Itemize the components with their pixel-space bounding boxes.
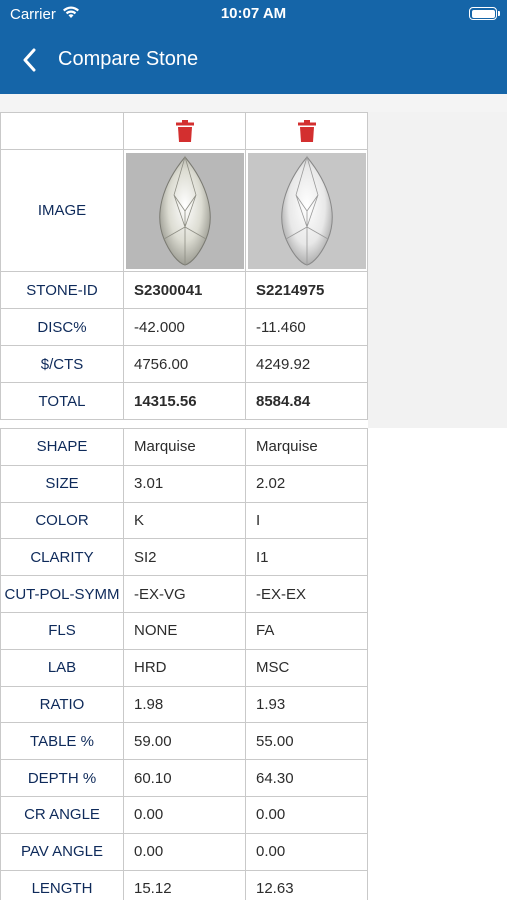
detail-value: 2.02 <box>246 465 368 502</box>
delete-stone-2-button[interactable] <box>246 113 367 149</box>
detail-row <box>1 796 368 833</box>
per-cts-value: 4249.92 <box>246 346 368 383</box>
disc-value: -42.000 <box>124 309 246 346</box>
row-label: $/CTS <box>1 346 124 383</box>
detail-value: 15.12 <box>124 870 246 900</box>
detail-row <box>1 649 368 686</box>
row-label: CR ANGLE <box>1 796 124 833</box>
detail-row <box>1 833 368 870</box>
stone-2-image[interactable] <box>248 153 366 269</box>
row-label: TOTAL <box>1 383 124 420</box>
row-label: DEPTH % <box>1 760 124 797</box>
row-label: PAV ANGLE <box>1 833 124 870</box>
detail-value: 0.00 <box>124 796 246 833</box>
empty-column-area <box>368 112 507 428</box>
nav-bar <box>0 40 507 80</box>
detail-row <box>1 576 368 613</box>
per-cts-value: 4756.00 <box>124 346 246 383</box>
detail-value: I <box>246 502 368 539</box>
page-title: Compare Stone <box>58 48 199 70</box>
carrier-label: Carrier <box>10 5 56 23</box>
row-label: SHAPE <box>1 429 124 466</box>
status-bar <box>0 0 507 28</box>
row-label: LENGTH <box>1 870 124 900</box>
stone-1-image[interactable] <box>126 153 244 269</box>
stone-id-value: S2214975 <box>246 272 368 309</box>
back-button[interactable] <box>14 46 44 74</box>
detail-value: MSC <box>246 649 368 686</box>
row-label: TABLE % <box>1 723 124 760</box>
status-time: 10:07 AM <box>220 5 287 22</box>
trash-icon <box>176 120 194 142</box>
delete-stone-2-cell <box>246 113 368 150</box>
total-row <box>1 383 368 420</box>
details-table <box>0 428 368 900</box>
per-cts-row <box>1 346 368 383</box>
detail-value: 59.00 <box>124 723 246 760</box>
detail-value: 64.30 <box>246 760 368 797</box>
detail-row <box>1 760 368 797</box>
detail-row <box>1 870 368 900</box>
row-label: CUT-POL-SYMM <box>1 576 124 613</box>
detail-row <box>1 612 368 649</box>
diamond-image <box>272 155 342 267</box>
row-label: IMAGE <box>1 150 124 272</box>
total-value: 14315.56 <box>124 383 246 420</box>
diamond-image <box>150 155 220 267</box>
row-label: COLOR <box>1 502 124 539</box>
detail-value: FA <box>246 612 368 649</box>
detail-value: Marquise <box>246 429 368 466</box>
detail-row <box>1 502 368 539</box>
detail-value: 12.63 <box>246 870 368 900</box>
detail-value: HRD <box>124 649 246 686</box>
row-label: CLARITY <box>1 539 124 576</box>
detail-value: 0.00 <box>124 833 246 870</box>
total-value: 8584.84 <box>246 383 368 420</box>
stone-1-image-cell <box>124 150 246 272</box>
detail-value: 0.00 <box>246 796 368 833</box>
detail-row <box>1 686 368 723</box>
summary-table <box>0 112 368 420</box>
detail-value: I1 <box>246 539 368 576</box>
detail-value: 1.98 <box>124 686 246 723</box>
app-header <box>0 0 507 94</box>
row-label: RATIO <box>1 686 124 723</box>
delete-row <box>1 113 368 150</box>
row-label: LAB <box>1 649 124 686</box>
detail-value: 55.00 <box>246 723 368 760</box>
detail-value: NONE <box>124 612 246 649</box>
delete-stone-1-button[interactable] <box>124 113 245 149</box>
disc-value: -11.460 <box>246 309 368 346</box>
row-label: SIZE <box>1 465 124 502</box>
delete-stone-1-cell <box>124 113 246 150</box>
detail-value: K <box>124 502 246 539</box>
chevron-left-icon <box>22 48 36 72</box>
detail-row <box>1 429 368 466</box>
detail-value: Marquise <box>124 429 246 466</box>
row-label: STONE-ID <box>1 272 124 309</box>
detail-row <box>1 465 368 502</box>
detail-value: 0.00 <box>246 833 368 870</box>
detail-value: -EX-EX <box>246 576 368 613</box>
empty-header-cell <box>1 113 124 150</box>
detail-row <box>1 723 368 760</box>
image-row <box>1 150 368 272</box>
detail-value: 1.93 <box>246 686 368 723</box>
stone-id-row <box>1 272 368 309</box>
row-label: FLS <box>1 612 124 649</box>
detail-value: -EX-VG <box>124 576 246 613</box>
content-top-strip <box>0 94 507 112</box>
detail-row <box>1 539 368 576</box>
battery-icon <box>469 7 497 20</box>
detail-value: 3.01 <box>124 465 246 502</box>
stone-id-value: S2300041 <box>124 272 246 309</box>
row-label: DISC% <box>1 309 124 346</box>
stone-2-image-cell <box>246 150 368 272</box>
detail-value: 60.10 <box>124 760 246 797</box>
trash-icon <box>298 120 316 142</box>
disc-row <box>1 309 368 346</box>
detail-value: SI2 <box>124 539 246 576</box>
